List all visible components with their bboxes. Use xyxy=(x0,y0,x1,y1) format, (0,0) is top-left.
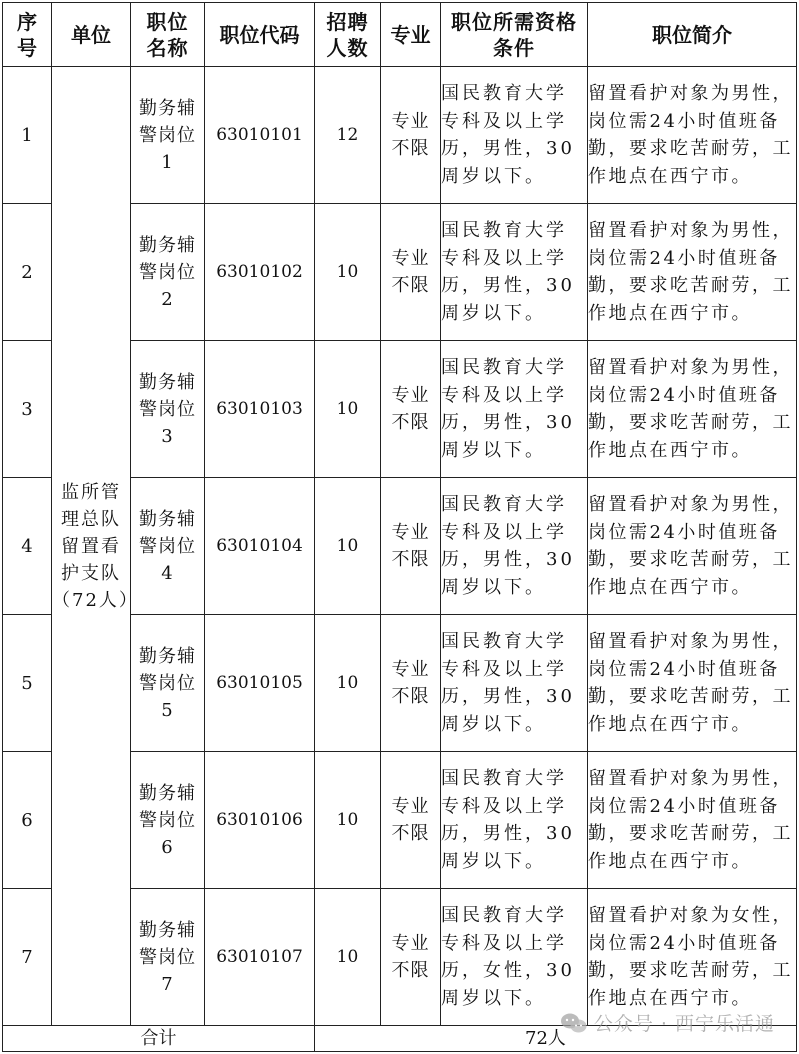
unit-name: 监所管理总队留置看护支队（72人） xyxy=(52,67,131,1026)
row-description: 留置看护对象为男性，岗位需24小时值班备勤，要求吃苦耐劳，工作地点在西宁市。 xyxy=(588,478,797,615)
row-count: 10 xyxy=(315,752,381,889)
row-description: 留置看护对象为男性，岗位需24小时值班备勤，要求吃苦耐劳，工作地点在西宁市。 xyxy=(588,615,797,752)
row-seq: 5 xyxy=(3,615,52,752)
row-major: 专业不限 xyxy=(381,752,441,889)
row-code: 63010107 xyxy=(205,889,315,1026)
row-seq: 6 xyxy=(3,752,52,889)
row-count: 10 xyxy=(315,478,381,615)
row-code: 63010103 xyxy=(205,341,315,478)
row-code: 63010101 xyxy=(205,67,315,204)
row-major: 专业不限 xyxy=(381,204,441,341)
header-requirements: 职位所需资格条件 xyxy=(441,3,588,67)
row-requirements: 国民教育大学专科及以上学历，男性，30周岁以下。 xyxy=(441,67,588,204)
row-count: 10 xyxy=(315,204,381,341)
row-position: 勤务辅警岗位5 xyxy=(131,615,205,752)
row-major: 专业不限 xyxy=(381,341,441,478)
recruitment-table xyxy=(2,2,797,1052)
row-description: 留置看护对象为女性，岗位需24小时值班备勤，要求吃苦耐劳，工作地点在西宁市。 xyxy=(588,889,797,1026)
header-seq: 序号 xyxy=(3,3,52,67)
row-major: 专业不限 xyxy=(381,889,441,1026)
watermark-text: 公众号 · 西宁乐活通 xyxy=(593,1013,775,1035)
header-position-name: 职位名称 xyxy=(131,3,205,67)
header-description: 职位简介 xyxy=(588,3,797,67)
row-requirements: 国民教育大学专科及以上学历，男性，30周岁以下。 xyxy=(441,478,588,615)
row-position: 勤务辅警岗位2 xyxy=(131,204,205,341)
row-count: 10 xyxy=(315,889,381,1026)
row-code: 63010104 xyxy=(205,478,315,615)
row-requirements: 国民教育大学专科及以上学历，女性，30周岁以下。 xyxy=(441,889,588,1026)
total-value: 72人 xyxy=(315,1026,797,1052)
row-description: 留置看护对象为男性，岗位需24小时值班备勤，要求吃苦耐劳，工作地点在西宁市。 xyxy=(588,204,797,341)
watermark xyxy=(560,1009,775,1036)
row-description: 留置看护对象为男性，岗位需24小时值班备勤，要求吃苦耐劳，工作地点在西宁市。 xyxy=(588,752,797,889)
row-requirements: 国民教育大学专科及以上学历，男性，30周岁以下。 xyxy=(441,752,588,889)
row-count: 10 xyxy=(315,341,381,478)
row-code: 63010105 xyxy=(205,615,315,752)
header-position-code: 职位代码 xyxy=(205,3,315,67)
row-count: 10 xyxy=(315,615,381,752)
header-row xyxy=(3,3,797,67)
row-count: 12 xyxy=(315,67,381,204)
row-code: 63010102 xyxy=(205,204,315,341)
row-seq: 4 xyxy=(3,478,52,615)
row-description: 留置看护对象为男性，岗位需24小时值班备勤，要求吃苦耐劳，工作地点在西宁市。 xyxy=(588,341,797,478)
row-position: 勤务辅警岗位6 xyxy=(131,752,205,889)
total-label: 合计 xyxy=(3,1026,315,1052)
row-code: 63010106 xyxy=(205,752,315,889)
row-major: 专业不限 xyxy=(381,615,441,752)
header-recruit-count: 招聘人数 xyxy=(315,3,381,67)
row-description: 留置看护对象为男性，岗位需24小时值班备勤，要求吃苦耐劳，工作地点在西宁市。 xyxy=(588,67,797,204)
row-position: 勤务辅警岗位7 xyxy=(131,889,205,1026)
row-seq: 2 xyxy=(3,204,52,341)
row-requirements: 国民教育大学专科及以上学历，男性，30周岁以下。 xyxy=(441,341,588,478)
row-major: 专业不限 xyxy=(381,478,441,615)
row-seq: 1 xyxy=(3,67,52,204)
row-seq: 7 xyxy=(3,889,52,1026)
row-position: 勤务辅警岗位4 xyxy=(131,478,205,615)
header-major: 专业 xyxy=(381,3,441,67)
row-major: 专业不限 xyxy=(381,67,441,204)
row-position: 勤务辅警岗位1 xyxy=(131,67,205,204)
table-row xyxy=(3,67,797,204)
row-requirements: 国民教育大学专科及以上学历，男性，30周岁以下。 xyxy=(441,615,588,752)
header-unit: 单位 xyxy=(52,3,131,67)
row-requirements: 国民教育大学专科及以上学历，男性，30周岁以下。 xyxy=(441,204,588,341)
row-position: 勤务辅警岗位3 xyxy=(131,341,205,478)
wechat-icon xyxy=(560,1012,588,1034)
row-seq: 3 xyxy=(3,341,52,478)
